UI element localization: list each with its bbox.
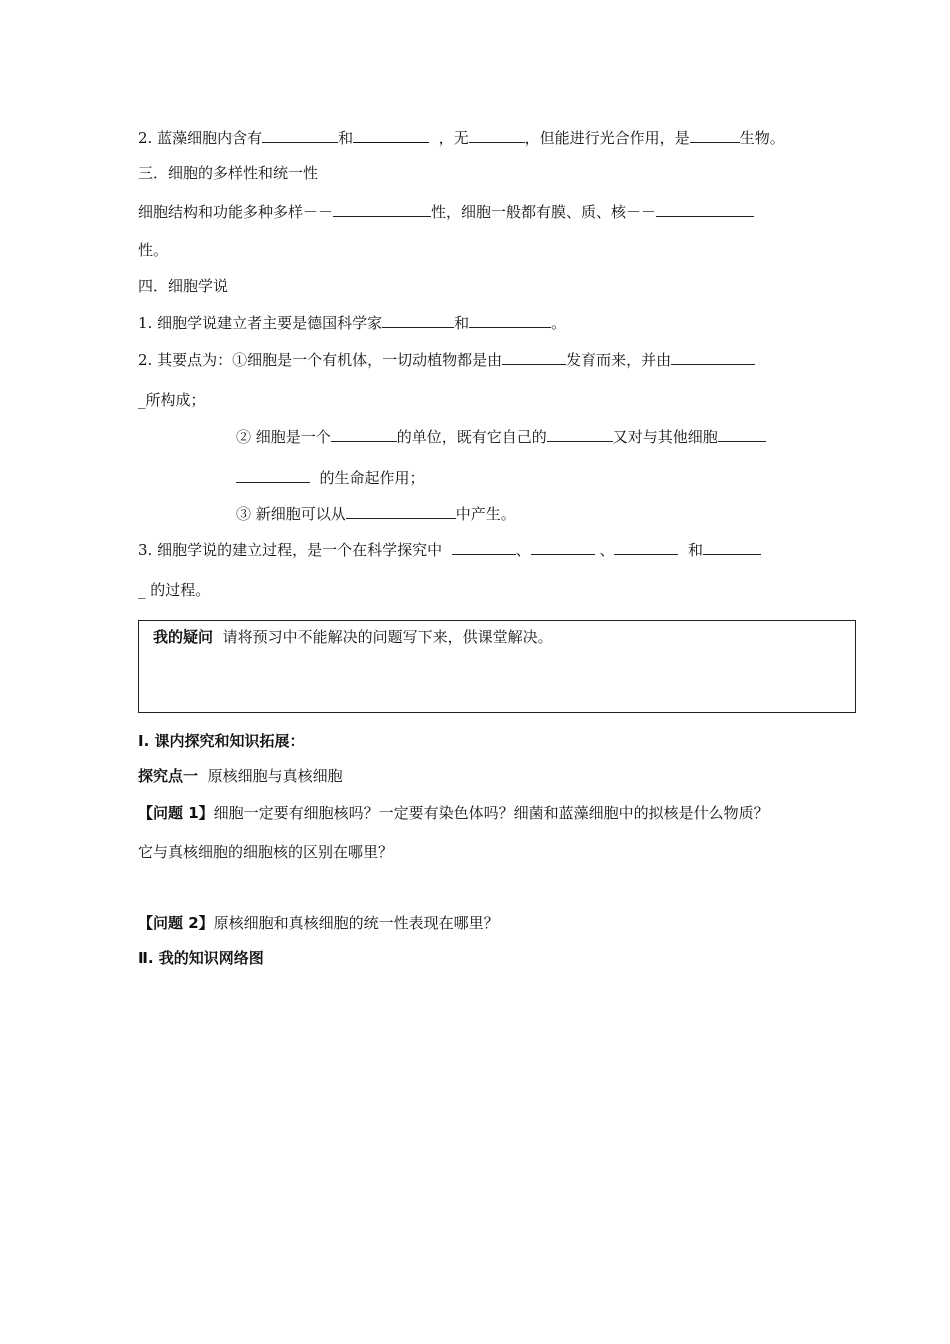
blank[interactable] [531,539,595,555]
blue-algae-question: 2. 蓝藻细胞内含有 和 ，无 ，但能进行光合作用，是 生物。 [138,129,785,147]
cell-theory-item-2-cont: _所构成； [138,391,206,409]
blank[interactable] [547,426,613,442]
question-1-label: 【问题 1】 [138,804,214,822]
explore-point-title: 原核细胞与真核细胞 [207,767,343,785]
explore-point-label: 探究点一 [138,767,199,785]
question-1-cont: 它与真核细胞的细胞核的区别在哪里？ [138,843,394,861]
section4-heading: 四．细胞学说 [138,277,229,295]
blank[interactable] [452,539,516,555]
question-2: 【问题 2】原核细胞和真核细胞的统一性表现在哪里？ [138,914,499,932]
cell-theory-item-3: 3. 细胞学说的建立过程，是一个在科学探究中 、 、 和 [138,539,761,560]
question-box-label: 我的疑问 [153,628,214,646]
blank[interactable] [703,539,761,555]
cell-theory-item-3-cont: _ 的过程。 [138,581,211,599]
blank[interactable] [671,349,755,365]
blank[interactable] [333,201,431,217]
question-1: 【问题 1】细胞一定要有细胞核吗？一定要有染色体吗？细菌和蓝藻细胞中的拟核是什么物质？ [138,804,769,822]
section3-heading: 三．细胞的多样性和统一性 [138,164,319,182]
cell-theory-point-2: ② 细胞是一个 的单位，既有它自己的 又对与其他细胞 [236,426,766,447]
question-2-label: 【问题 2】 [138,914,214,932]
blank[interactable] [262,127,338,143]
blank[interactable] [469,312,551,328]
part1-heading: Ⅰ. 课内探究和知识拓展： [138,732,305,750]
diversity-line: 细胞结构和功能多种多样－－ 性，细胞一般都有膜、质、核－－ [138,201,754,222]
blank[interactable] [331,426,397,442]
cell-theory-item-2: 2. 其要点为：①细胞是一个有机体，一切动植物都是由 发育而来，并由 [138,349,755,370]
cell-theory-item-1: 1. 细胞学说建立者主要是德国科学家 和 。 [138,314,567,332]
blank[interactable] [353,127,429,143]
blank[interactable] [614,539,678,555]
explore-point-1 [138,766,343,786]
blank[interactable] [656,201,754,217]
blank[interactable] [382,312,454,328]
blank[interactable] [346,503,456,519]
question-box-instruction: 请将预习中不能解决的问题写下来，供课堂解决。 [222,628,553,646]
blank[interactable] [469,127,525,143]
cell-theory-point-3: ③ 新细胞可以从 中产生。 [236,505,516,523]
blank[interactable] [690,127,740,143]
diversity-line-end: 性。 [138,241,169,259]
part2-heading: Ⅱ. 我的知识网络图 [138,949,264,967]
cell-theory-point-2-cont: 的生命起作用； [236,467,425,488]
blank[interactable] [718,426,766,442]
question-box[interactable] [138,620,856,713]
blank[interactable] [502,349,566,365]
blank[interactable] [236,467,310,483]
